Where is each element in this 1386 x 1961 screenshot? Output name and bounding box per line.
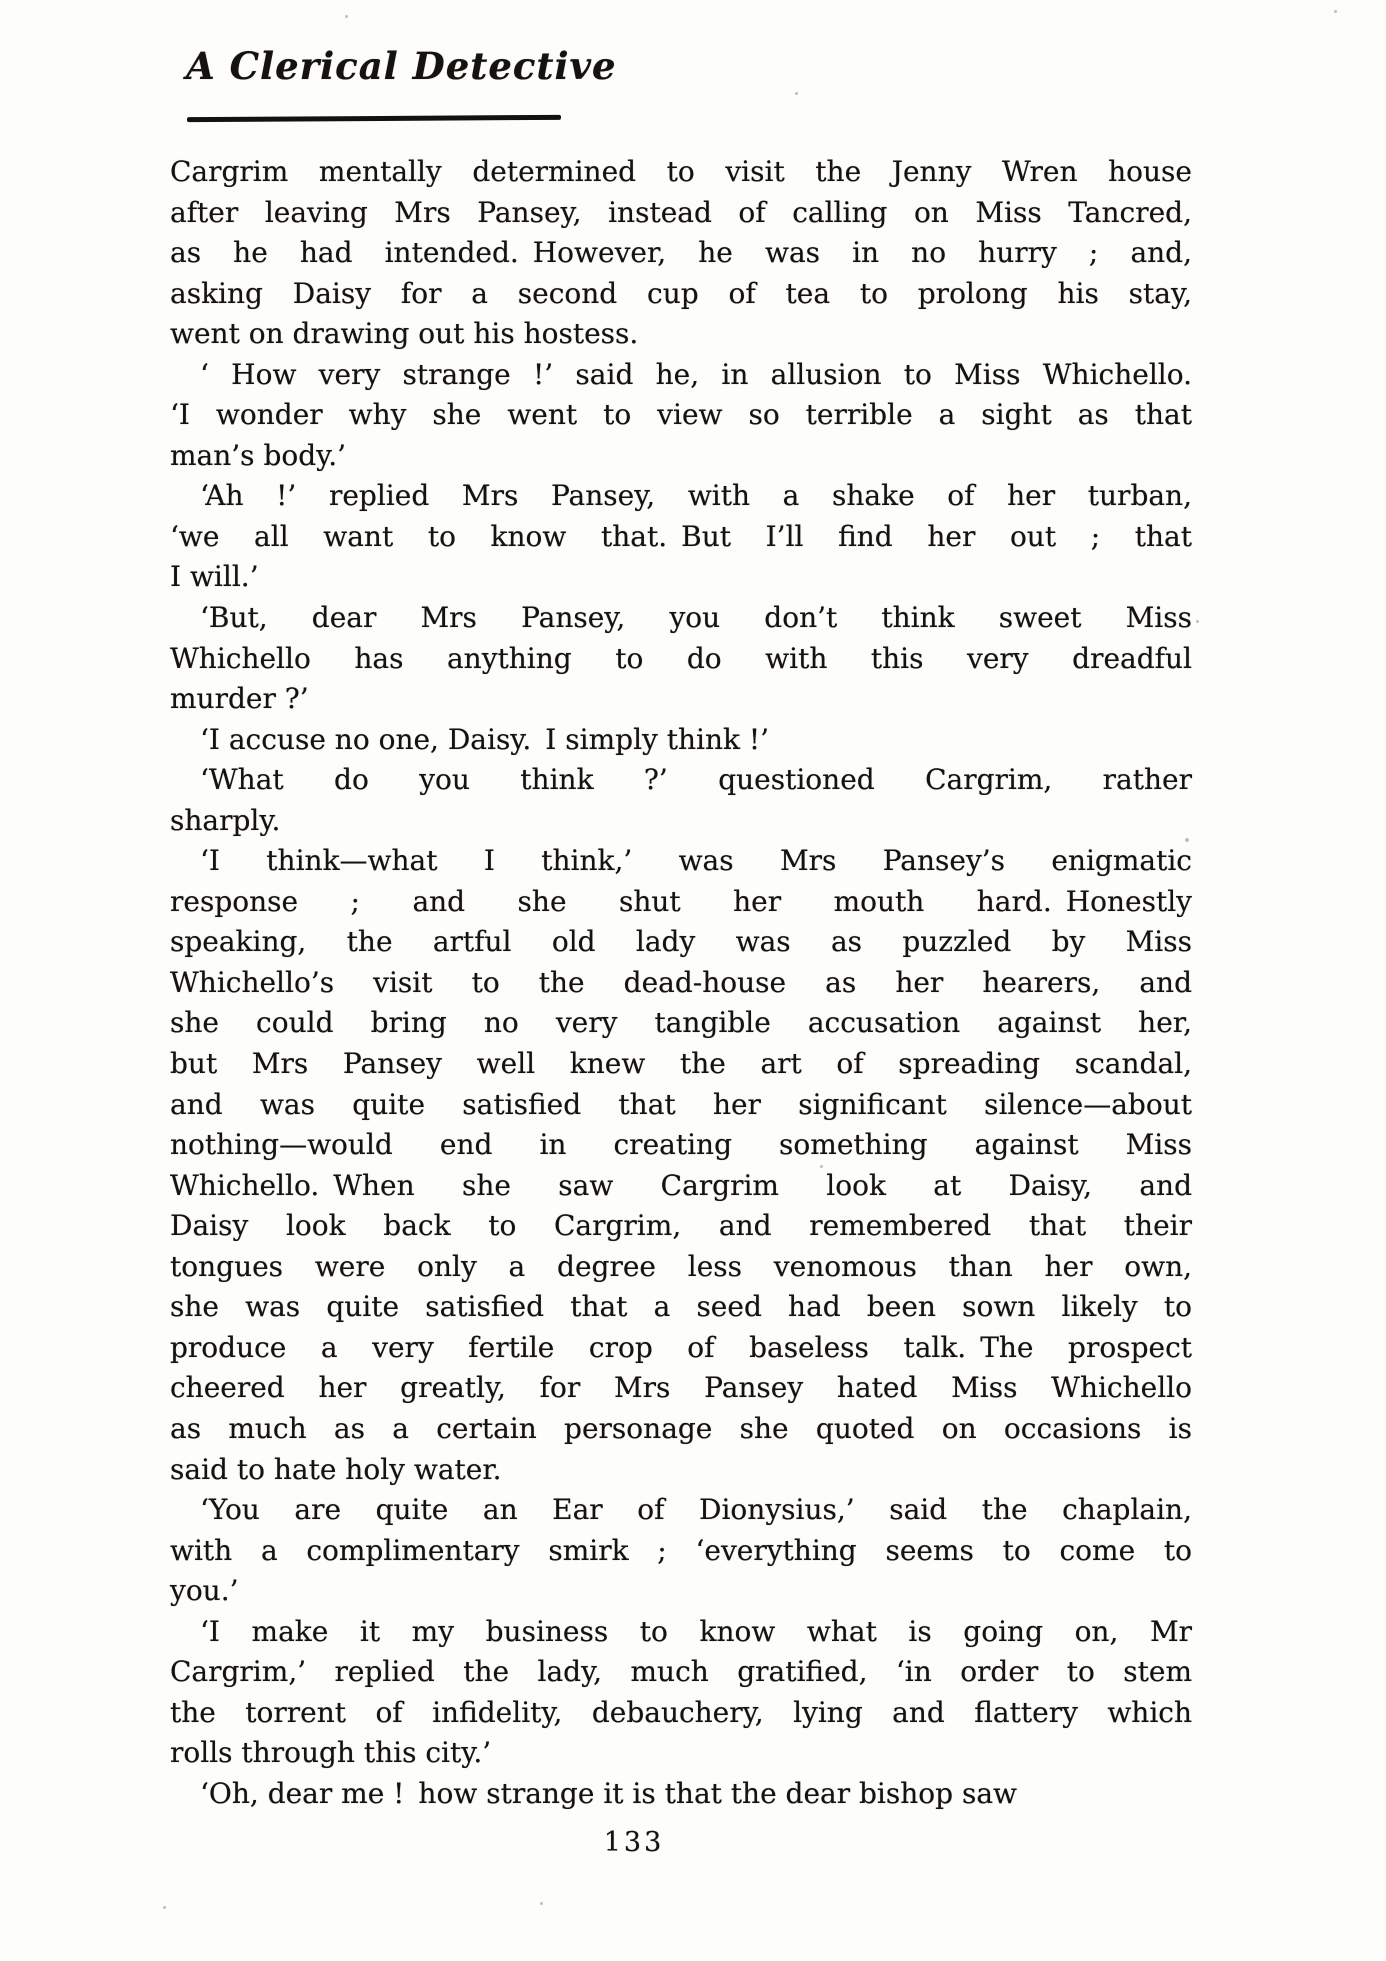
text-line: as much as a certain personage she quoted on occasions is (170, 1411, 1192, 1445)
text-line: asking Daisy for a second cup of tea to prolong his stay, (170, 276, 1192, 310)
scan-speck (345, 15, 348, 18)
text-line: and was quite satisfied that her significant silence—about (170, 1087, 1192, 1121)
text-line: produce a very fertile crop of baseless talk. The prospect (170, 1330, 1192, 1364)
text-line: man’s body.’ (170, 438, 347, 472)
text-line: murder ?’ (170, 682, 309, 716)
scan-speck (1196, 620, 1199, 623)
text-line: speaking, the artful old lady was as puzzled by Miss (170, 925, 1192, 959)
text-line: ‘I think—what I think,’ was Mrs Pansey’s enigmatic (200, 844, 1192, 878)
text-line: went on drawing out his hostess. (170, 317, 639, 351)
text-line: ‘But, dear Mrs Pansey, you don’t think sweet Miss (200, 601, 1192, 635)
text-line: ‘I make it my business to know what is going on, Mr (200, 1614, 1192, 1648)
text-line: Daisy look back to Cargrim, and remembered that their (170, 1209, 1192, 1243)
scan-speck (820, 1165, 823, 1168)
text-line: you.’ (170, 1574, 239, 1608)
page-number: 133 (603, 1827, 665, 1858)
text-line: sharply. (170, 803, 281, 837)
text-line: ‘You are quite an Ear of Dionysius,’ said the chaplain, (200, 1493, 1192, 1527)
text-line: tongues were only a degree less venomous than her own, (170, 1249, 1192, 1283)
text-line: but Mrs Pansey well knew the art of spreading scandal, (170, 1047, 1192, 1081)
text-line: cheered her greatly, for Mrs Pansey hated Miss Whichello (170, 1371, 1192, 1405)
text-line: the torrent of infidelity, debauchery, lying and flattery which (170, 1695, 1192, 1729)
scan-speck (795, 92, 798, 95)
text-line: ‘I wonder why she went to view so terrible a sight as that (170, 398, 1192, 432)
text-line: she was quite satisfied that a seed had been sown likely to (170, 1290, 1192, 1324)
text-line: ‘we all want to know that. But I’ll find her out ; that (170, 519, 1192, 553)
text-line: Whichello’s visit to the dead-house as her hearers, and (170, 965, 1192, 999)
text-line: Whichello. When she saw Cargrim look at Daisy, and (170, 1168, 1192, 1202)
text-line: Cargrim mentally determined to visit the Jenny Wren house (170, 155, 1192, 188)
text-line: as he had intended. However, he was in no hurry ; and, (170, 236, 1192, 270)
scan-speck (1185, 838, 1189, 842)
text-line: rolls through this city.’ (170, 1736, 492, 1770)
text-line: ‘Ah !’ replied Mrs Pansey, with a shake of her turban, (200, 479, 1192, 513)
text-line: Cargrim,’ replied the lady, much gratified, ‘in order to stem (170, 1655, 1192, 1689)
text-line: ‘What do you think ?’ questioned Cargrim, rather (200, 763, 1192, 797)
text-line: said to hate holy water. (170, 1452, 502, 1486)
header-rule (187, 115, 561, 122)
text-line: I will.’ (170, 560, 259, 594)
scan-speck (163, 1906, 166, 1909)
text-line: response ; and she shut her mouth hard. Honestly (170, 884, 1192, 918)
text-line: ‘Oh, dear me ! how strange it is that the dear bishop saw (200, 1776, 1018, 1810)
scan-speck (1334, 10, 1337, 13)
text-line: she could bring no very tangible accusation against her, (170, 1006, 1192, 1040)
text-line: after leaving Mrs Pansey, instead of calling on Miss Tancred, (170, 195, 1192, 229)
scan-speck (540, 1902, 543, 1905)
running-header: A Clerical Detective (186, 44, 617, 88)
text-line: Whichello has anything to do with this very dreadful (170, 641, 1192, 675)
text-line: nothing—would end in creating something against Miss (170, 1128, 1192, 1162)
text-line: ‘I accuse no one, Daisy. I simply think !’ (200, 722, 770, 756)
text-line: with a complimentary smirk ; ‘everything seems to come to (170, 1533, 1192, 1567)
text-line: ‘ How very strange !’ said he, in allusion to Miss Whichello. (200, 357, 1192, 391)
text-block (170, 152, 1192, 1814)
